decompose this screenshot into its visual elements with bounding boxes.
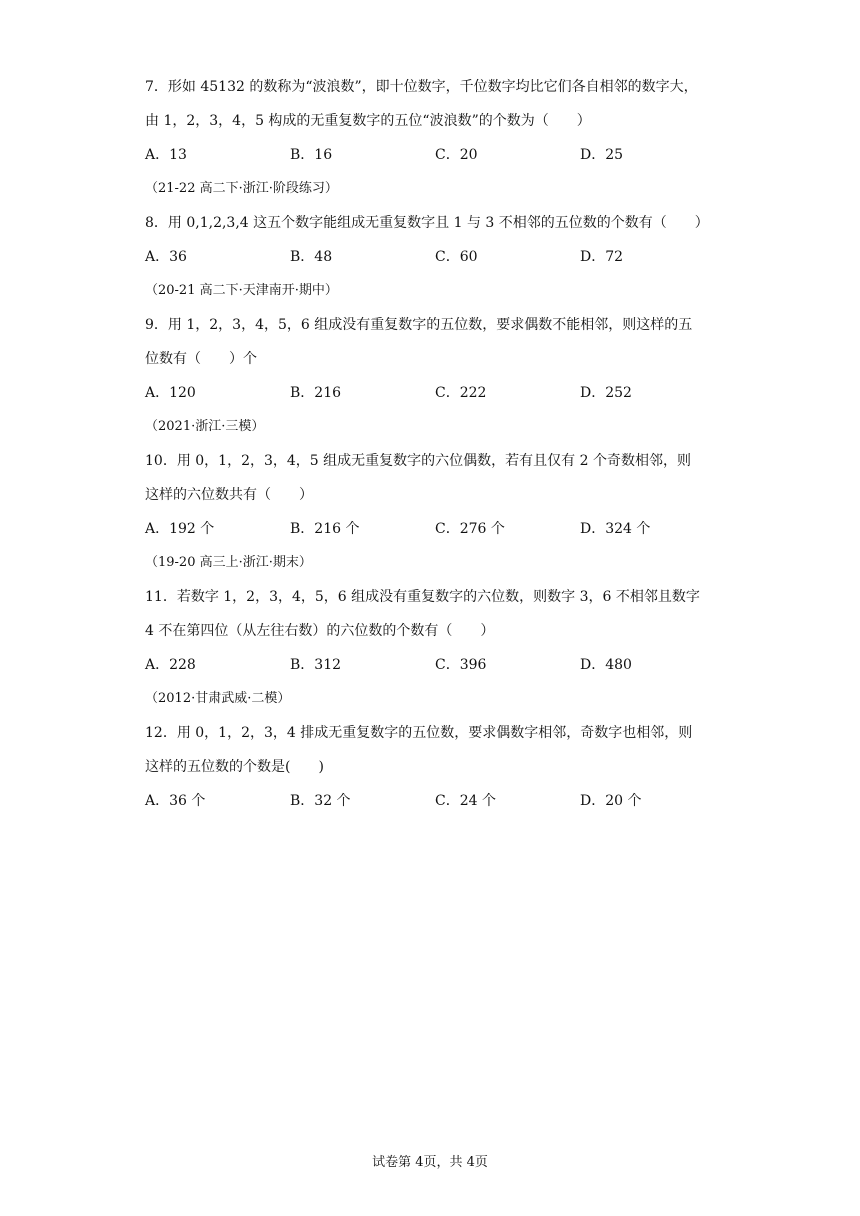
option-d: D．25 (580, 147, 624, 163)
option-d: D．20 个 (580, 793, 642, 809)
option-d: D．72 (580, 249, 624, 265)
option-d: D．324 个 (580, 521, 651, 537)
question-9-line-2: 位数有（ ）个 (145, 351, 257, 367)
option-b: B．216 个 (290, 521, 360, 537)
option-c: C．20 (435, 147, 478, 163)
page-footer: 试卷第 4页，共 4页 (372, 1155, 488, 1170)
option-b: B．16 (290, 147, 333, 163)
option-b: B．312 (290, 657, 342, 673)
option-c: C．396 (435, 657, 487, 673)
question-11-source: （19-20 高三上·浙江·期末） (145, 555, 312, 570)
question-12-options (145, 784, 725, 818)
option-a: A．36 (145, 249, 187, 265)
option-b: B．32 个 (290, 793, 351, 809)
option-a: A．228 (145, 657, 196, 673)
question-10-line-2: 这样的六位数共有（ ） (145, 487, 313, 503)
question-9-line-1: 9．用 1，2，3，4，5，6 组成没有重复数字的五位数，要求偶数不能相邻，则这样的五 (145, 317, 693, 333)
question-8-source: （21-22 高二下·浙江·阶段练习） (145, 181, 338, 196)
question-7-line-1: 7．形如 45132 的数称为“波浪数”，即十位数字，千位数字均比它们各自相邻的数字大， (145, 79, 698, 95)
question-10-line-1: 10．用 0，1，2，3，4，5 组成无重复数字的六位偶数，若有且仅有 2 个奇数相邻，则 (145, 453, 691, 469)
question-12-source: （2012·甘肃武威·二模） (145, 691, 291, 706)
question-12-line-2: 这样的五位数的个数是( ) (145, 759, 324, 775)
option-c: C．60 (435, 249, 478, 265)
question-11-line-1: 11．若数字 1，2，3，4，5，6 组成没有重复数字的六位数，则数字 3，6 不相邻且数字 (145, 589, 700, 605)
question-8-line-1: 8．用 0,1,2,3,4 这五个数字能组成无重复数字且 1 与 3 不相邻的五位数的个数有（ ） (145, 215, 709, 231)
option-a: A．13 (145, 147, 187, 163)
question-10-options (145, 512, 725, 546)
question-list (145, 70, 725, 818)
option-b: B．48 (290, 249, 333, 265)
question-11-line-2: 4 不在第四位（从左往右数）的六位数的个数有（ ） (145, 623, 495, 639)
option-a: A．36 个 (145, 793, 206, 809)
option-c: C．276 个 (435, 521, 505, 537)
question-9-options (145, 376, 725, 410)
question-7-options (145, 138, 725, 172)
option-c: C．24 个 (435, 793, 496, 809)
option-d: D．252 (580, 385, 632, 401)
option-a: A．192 个 (145, 521, 215, 537)
question-8-options (145, 240, 725, 274)
option-c: C．222 (435, 385, 487, 401)
question-7-line-2: 由 1，2，3，4，5 构成的无重复数字的五位“波浪数”的个数为（ ） (145, 113, 591, 129)
question-9-source: （20-21 高二下·天津南开·期中） (145, 283, 338, 298)
question-10-source: （2021·浙江·三模） (145, 419, 265, 434)
question-11-options (145, 648, 725, 682)
option-d: D．480 (580, 657, 632, 673)
option-b: B．216 (290, 385, 342, 401)
option-a: A．120 (145, 385, 196, 401)
question-12-line-1: 12．用 0，1，2，3，4 排成无重复数字的五位数，要求偶数字相邻，奇数字也相邻，则 (145, 725, 693, 741)
